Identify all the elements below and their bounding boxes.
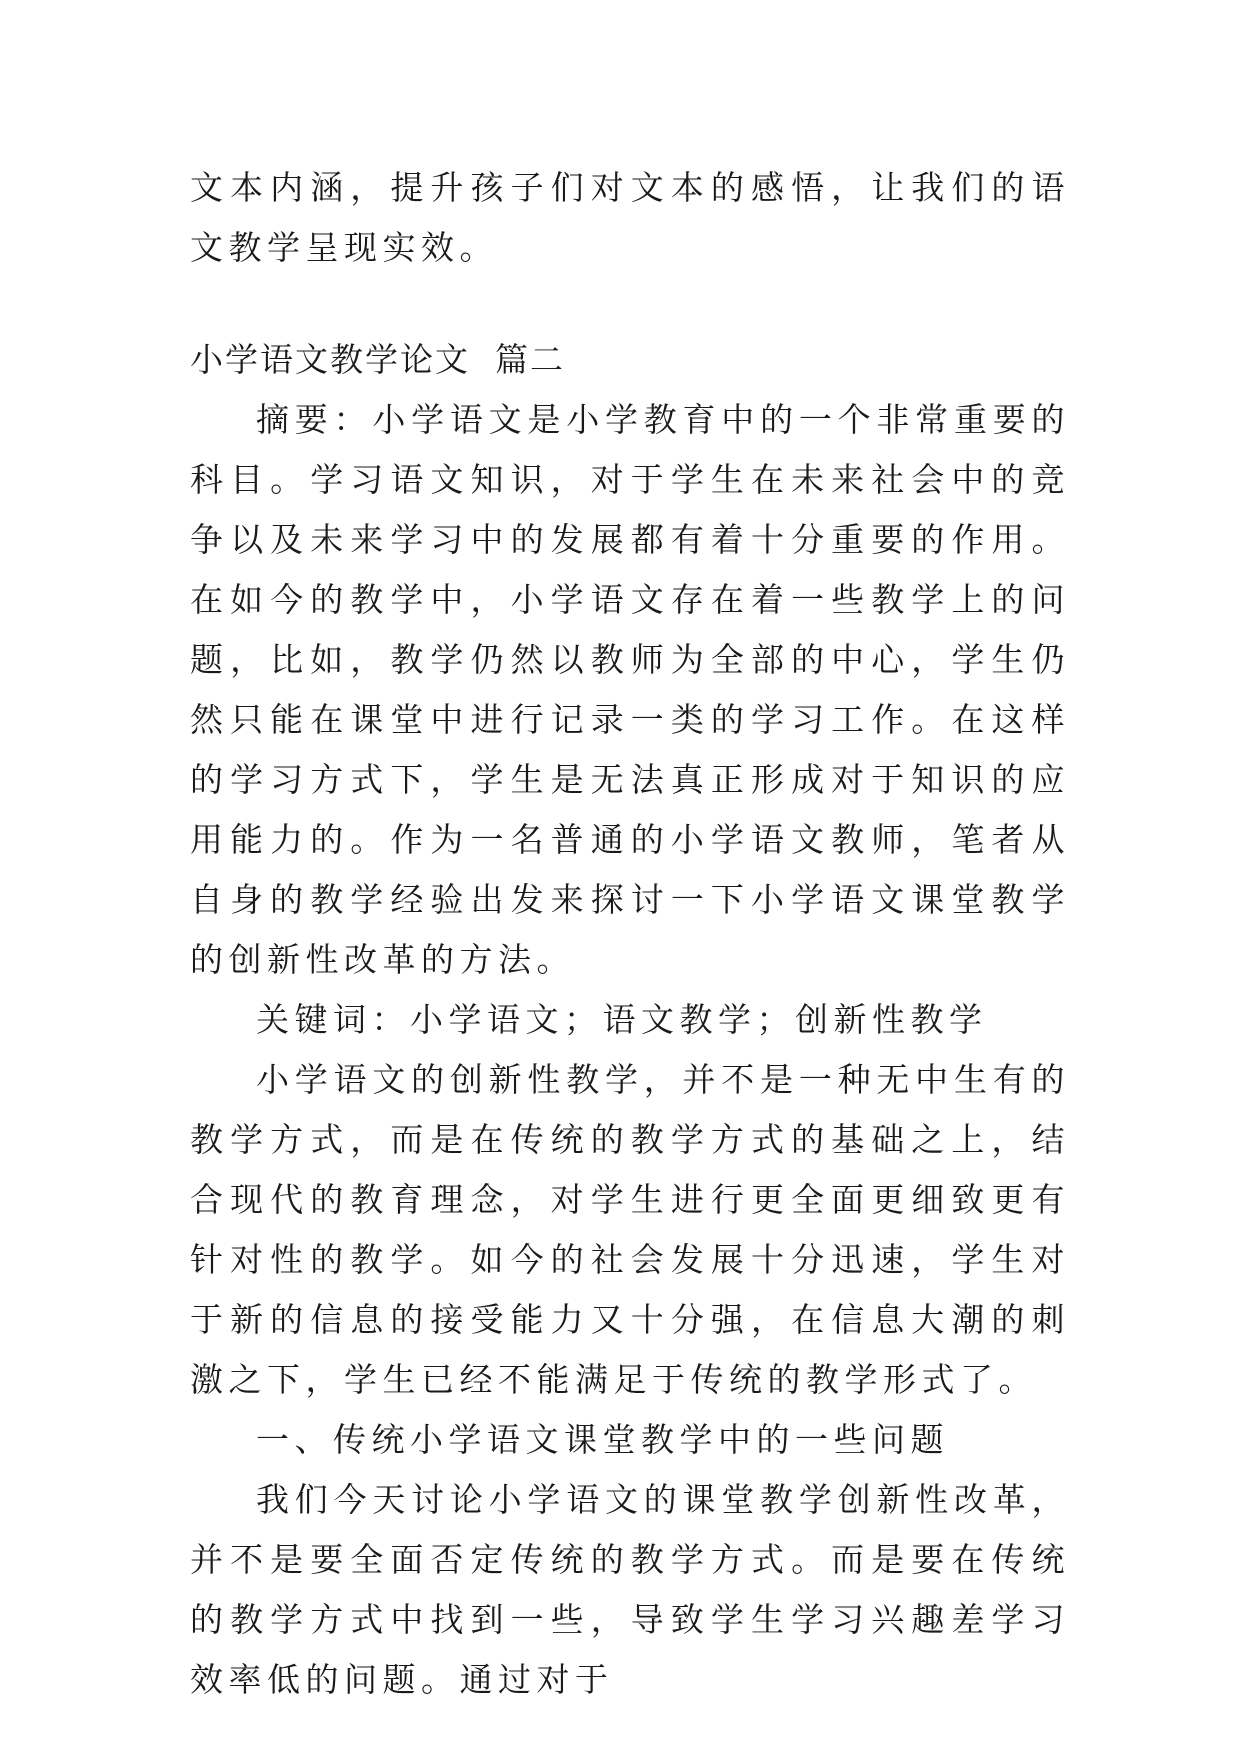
body-paragraph-1: 我们今天讨论小学语文的课堂教学创新性改革，并不是要全面否定传统的教学方式。而是要在传统的教学方式中找到一些，导致学生学习兴趣差学习效率低的问题。通过对于 — [190, 1480, 1070, 1699]
article-body — [190, 390, 1070, 1710]
intro-paragraph: 小学语文的创新性教学，并不是一种无中生有的教学方式，而是在传统的教学方式的基础之上，结合现代的教育理念，对学生进行更全面更细致更有针对性的教学。如今的社会发展十分迅速，学生对于新的信息的接受能力又十分强，在信息大潮的刺激之下，学生已经不能满足于传统的教学形式了。 — [190, 1060, 1070, 1399]
abstract-paragraph: 摘要：小学语文是小学教育中的一个非常重要的科目。学习语文知识，对于学生在未来社会中的竞争以及未来学习中的发展都有着十分重要的作用。在如今的教学中，小学语文存在着一些教学上的问题，比如，教学仍然以教师为全部的中心，学生仍然只能在课堂中进行记录一类的学习工作。在这样的学习方式下，学生是无法真正形成对于知识的应用能力的。作为一名普通的小学语文教师，笔者从自身的教学经验出发来探讨一下小学语文课堂教学的创新性改革的方法。 — [190, 400, 1070, 979]
section-title-text: 小学语文教学论文 篇二 — [190, 340, 565, 379]
continuation-text — [190, 158, 1070, 278]
section-title — [190, 330, 1070, 390]
continuation-paragraph: 文本内涵，提升孩子们对文本的感悟，让我们的语文教学呈现实效。 — [190, 168, 1070, 267]
keywords-paragraph: 关键词：小学语文；语文教学；创新性教学 — [256, 1000, 988, 1039]
section-heading-1: 一、传统小学语文课堂教学中的一些问题 — [256, 1420, 949, 1459]
